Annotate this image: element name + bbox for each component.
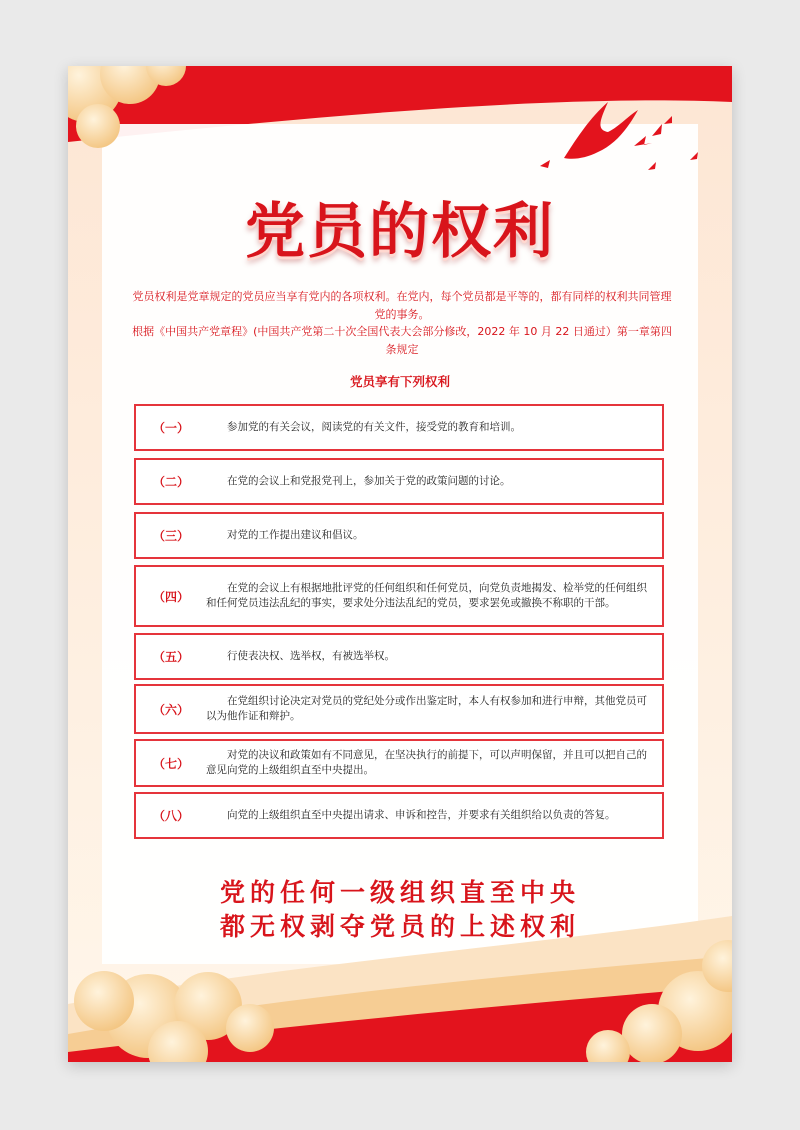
item-text: 在党组织讨论决定对党员的党纪处分或作出鉴定时，本人有权参加和进行申辩，其他党员可以为他作证和辩护。 <box>206 695 647 722</box>
rights-item <box>134 739 664 787</box>
item-number: （一） <box>152 421 189 435</box>
item-number: （五） <box>152 650 189 664</box>
item-text: 在党的会议上和党报党刊上，参加关于党的政策问题的讨论。 <box>227 475 511 487</box>
section-subtitle: 党员享有下列权利 <box>349 374 450 389</box>
item-number: （七） <box>152 756 189 771</box>
rights-item <box>134 792 664 839</box>
item-text: 对党的决议和政策如有不同意见，在坚决执行的前提下，可以声明保留，并且可以把自己的意见向党的上级组织直至中央提出。 <box>206 749 647 776</box>
intro-line-1: 党员权利是党章规定的党员应当享有党内的各项权利。在党内，每个党员都是平等的，都有同样的权利共同管理党的事务。 <box>132 290 672 321</box>
item-number: （二） <box>152 475 189 489</box>
rights-item <box>134 458 664 505</box>
intro-text <box>132 288 672 358</box>
rights-item <box>134 404 664 451</box>
rights-item <box>134 565 664 627</box>
page-title: 党员的权利 <box>245 197 555 267</box>
closing-slogan <box>68 876 732 944</box>
item-number: （三） <box>152 529 189 543</box>
rights-item <box>134 633 664 680</box>
item-number: （六） <box>152 702 189 717</box>
item-text: 对党的工作提出建议和倡议。 <box>227 529 364 541</box>
rights-item <box>134 684 664 734</box>
item-number: （八） <box>152 809 189 823</box>
rights-item <box>134 512 664 559</box>
item-text: 在党的会议上有根据地批评党的任何组织和任何党员，向党负责地揭发、检举党的任何组织和任何党员违法乱纪的事实，要求处分违法乱纪的党员，要求罢免或撤换不称职的干部。 <box>206 582 647 609</box>
intro-line-2: 根据《中国共产党章程》(中国共产党第二十次全国代表大会部分修改，2022 年 10 月 22 日通过）第一章第四条规定 <box>132 325 672 356</box>
item-text: 行使表决权、选举权，有被选举权。 <box>227 650 395 662</box>
item-number: （四） <box>152 589 189 604</box>
poster <box>68 66 732 1062</box>
slogan-line-2: 都无权剥夺党员的上述权利 <box>219 912 580 941</box>
slogan-line-1: 党的任何一级组织直至中央 <box>219 878 580 907</box>
item-text: 向党的上级组织直至中央提出请求、申诉和控告，并要求有关组织给以负责的答复。 <box>227 809 616 821</box>
item-text: 参加党的有关会议，阅读党的有关文件，接受党的教育和培训。 <box>227 421 521 433</box>
